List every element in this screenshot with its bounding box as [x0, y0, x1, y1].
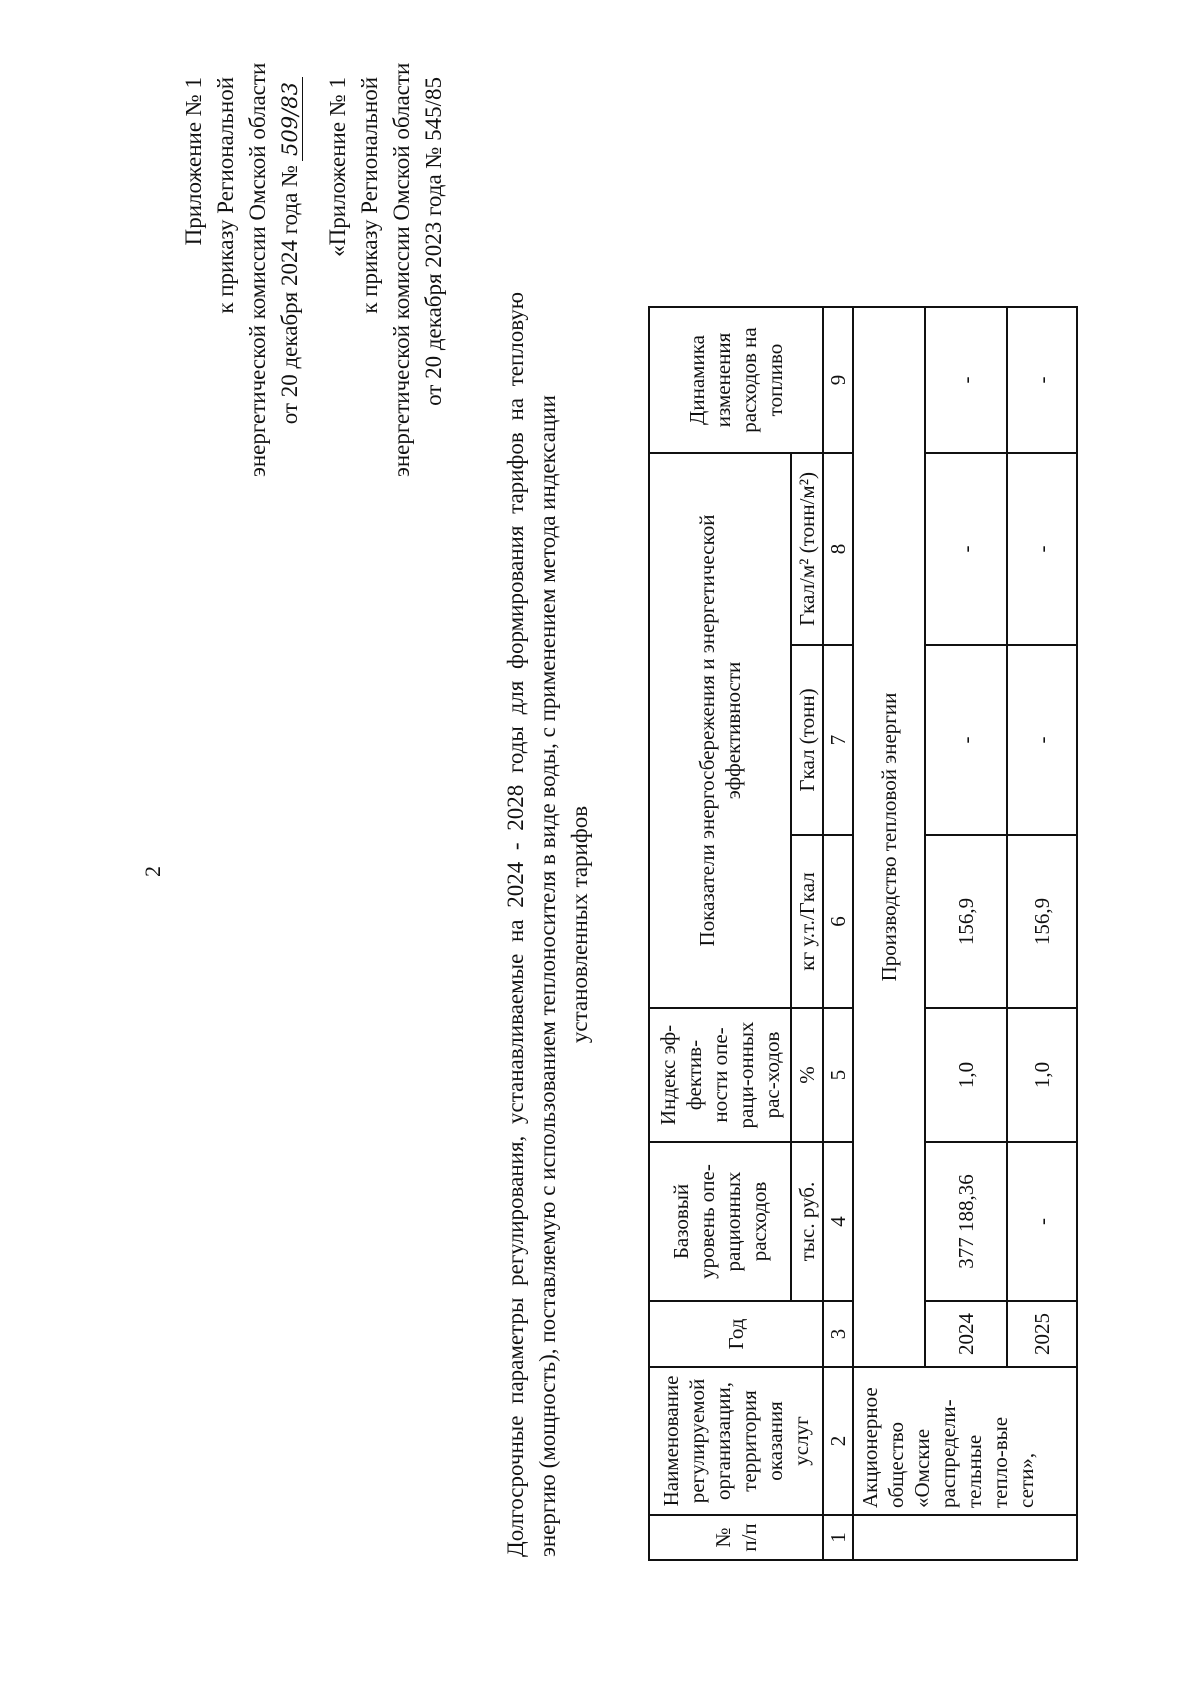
organization-name: Акционерное общество «Омские распредели-тельные тепло-вые сети», — [853, 1367, 1077, 1515]
cell-gcal-m2: - — [1007, 453, 1077, 645]
cell-year: 2025 — [1007, 1301, 1077, 1367]
cell-gcal-m2: - — [925, 453, 1007, 645]
regulation-parameters-table — [648, 306, 1078, 1561]
appendix-previous-line4: от 20 декабря 2023 года № 545/85 — [421, 77, 446, 406]
column-number: 3 — [823, 1301, 853, 1367]
header-num: № п/п — [649, 1515, 823, 1560]
unit-gcal-m2: Гкал/м² (тонн/м²) — [791, 453, 823, 645]
cell-kg: 156,9 — [1007, 835, 1077, 1008]
column-number: 9 — [823, 307, 853, 453]
cell-fuel-dynamics: - — [925, 307, 1007, 453]
column-number: 8 — [823, 453, 853, 645]
row-num-cell — [853, 1515, 1077, 1560]
section-title: Производство тепловой энергии — [853, 307, 925, 1367]
appendix-previous-line3: энергетической комиссии Омской области — [389, 62, 414, 477]
appendix-previous-line1: «Приложение № 1 — [325, 77, 350, 257]
appendix-current-date-prefix: от 20 декабря 2024 года № — [277, 165, 302, 425]
appendix-current-line1: Приложение № 1 — [181, 77, 206, 246]
document-title-line1: Долгосрочные параметры регулирования, устанавливаемые на 2024 - 2028 годы для формирования тарифов на тепловую — [503, 292, 528, 1557]
cell-base-level: - — [1007, 1142, 1077, 1301]
header-efficiency-index: Индекс эф-фектив-ности опе-раци-онных рас-ходов — [649, 1008, 791, 1142]
unit-kg: кг у.т./Гкал — [791, 835, 823, 1008]
appendix-current-line2: к приказу Региональной — [213, 77, 238, 314]
document-title-line3: установленных тарифов — [567, 805, 592, 1044]
column-number: 5 — [823, 1008, 853, 1142]
table-header-row — [649, 307, 791, 1560]
appendix-current-line4 — [274, 77, 306, 477]
handwritten-order-number: 509/83 — [278, 77, 303, 161]
column-numbers-row — [823, 307, 853, 1560]
header-fuel-dynamics: Динамика изменения расходов на топливо — [649, 307, 823, 453]
unit-gcal: Гкал (тонн) — [791, 645, 823, 835]
unit-base: тыс. руб. — [791, 1142, 823, 1301]
cell-efficiency-index: 1,0 — [1007, 1008, 1077, 1142]
column-number: 2 — [823, 1367, 853, 1515]
appendix-current-line3: энергетической комиссии Омской области — [245, 62, 270, 477]
column-number: 6 — [823, 835, 853, 1008]
header-organization: Наименование регулируемой организации, территория оказания услуг — [649, 1367, 823, 1515]
header-year: Год — [649, 1301, 823, 1367]
cell-kg: 156,9 — [925, 835, 1007, 1008]
document-title — [500, 292, 596, 1557]
appendix-previous-line2: к приказу Региональной — [357, 77, 382, 314]
cell-base-level: 377 188,36 — [925, 1142, 1007, 1301]
appendix-current-header — [178, 62, 306, 477]
document-title-line2: энергию (мощность), поставляемую с использованием теплоносителя в виде воды, с применением метода индексации — [535, 395, 560, 1557]
page-number: 2 — [140, 866, 165, 877]
cell-fuel-dynamics: - — [1007, 307, 1077, 453]
cell-year: 2024 — [925, 1301, 1007, 1367]
column-number: 7 — [823, 645, 853, 835]
section-row — [853, 307, 925, 1560]
cell-gcal: - — [925, 645, 1007, 835]
appendix-previous-header — [322, 62, 450, 477]
cell-gcal: - — [1007, 645, 1077, 835]
header-energy-indicators: Показатели энергосбережения и энергетической эффективности — [649, 453, 791, 1008]
column-number: 1 — [823, 1515, 853, 1560]
header-base-level: Базовый уровень опе-рационных расходов — [649, 1142, 791, 1301]
unit-index: % — [791, 1008, 823, 1142]
column-number: 4 — [823, 1142, 853, 1301]
cell-efficiency-index: 1,0 — [925, 1008, 1007, 1142]
